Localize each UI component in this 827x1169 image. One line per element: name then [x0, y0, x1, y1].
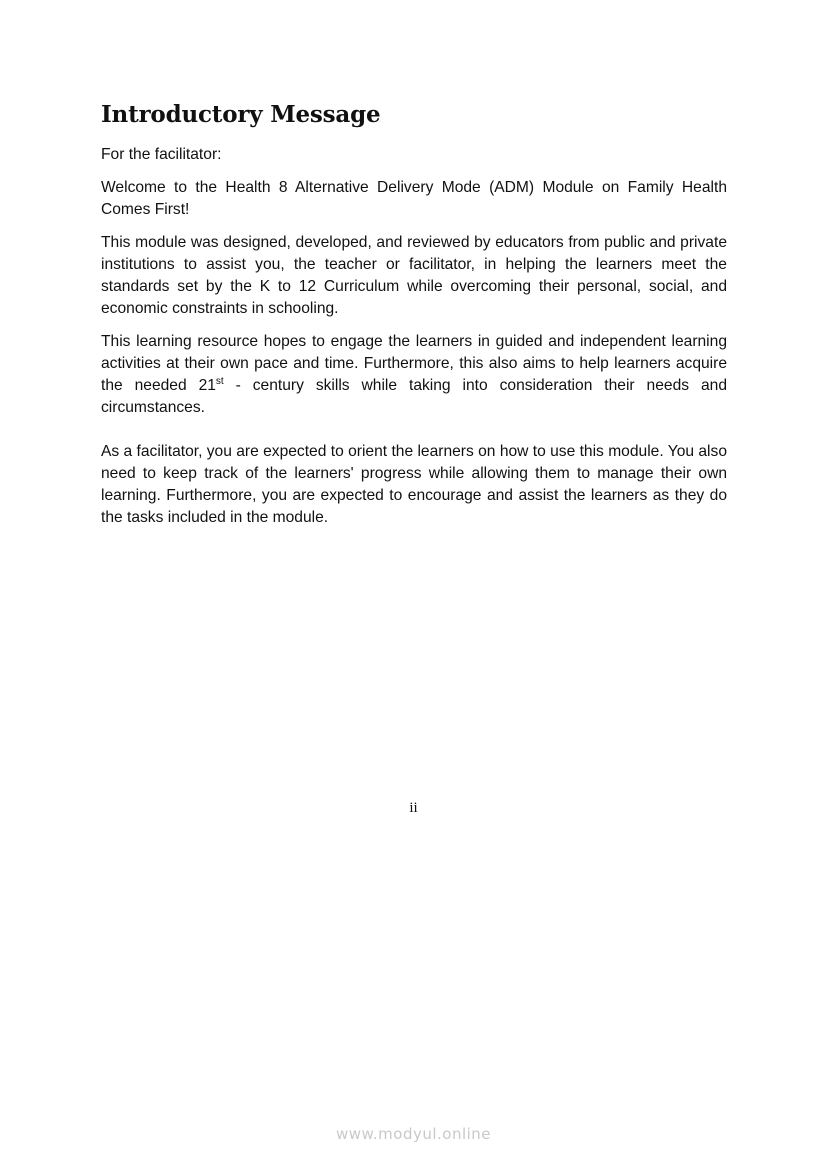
- document-body: [101, 98, 727, 540]
- paragraph-learning-resource: [101, 331, 727, 419]
- text: This learning resource hopes to engage the learners in guided and independent learning activities at their own pace and time. Furthermore, this also aims to help learners acquire the needed 21: [101, 333, 727, 394]
- page-number: ii: [409, 800, 418, 816]
- superscript: st: [215, 375, 224, 387]
- paragraph-welcome: Welcome to the Health 8 Alternative Delivery Mode (ADM) Module on Family Health Comes First!: [101, 179, 727, 218]
- page-title: Introductory Message: [101, 101, 381, 128]
- paragraph-facilitator-role: As a facilitator, you are expected to orient the learners on how to use this module. You also need to keep track of the learners' progress while allowing them to manage their own learning. Furthermore, you are expected to encourage and assist the learners as they do the tasks included in the module.: [101, 443, 727, 526]
- salutation: For the facilitator:: [101, 146, 222, 163]
- text: - century skills while taking into consideration their needs and circumstances.: [101, 377, 727, 416]
- watermark: www.modyul.online: [335, 1125, 492, 1143]
- paragraph-module-design: This module was designed, developed, and reviewed by educators from public and private institutions to assist you, the teacher or facilitator, in helping the learners meet the standards set by the K to 12 Curriculum while overcoming their personal, social, and economic constraints in schooling.: [101, 234, 727, 317]
